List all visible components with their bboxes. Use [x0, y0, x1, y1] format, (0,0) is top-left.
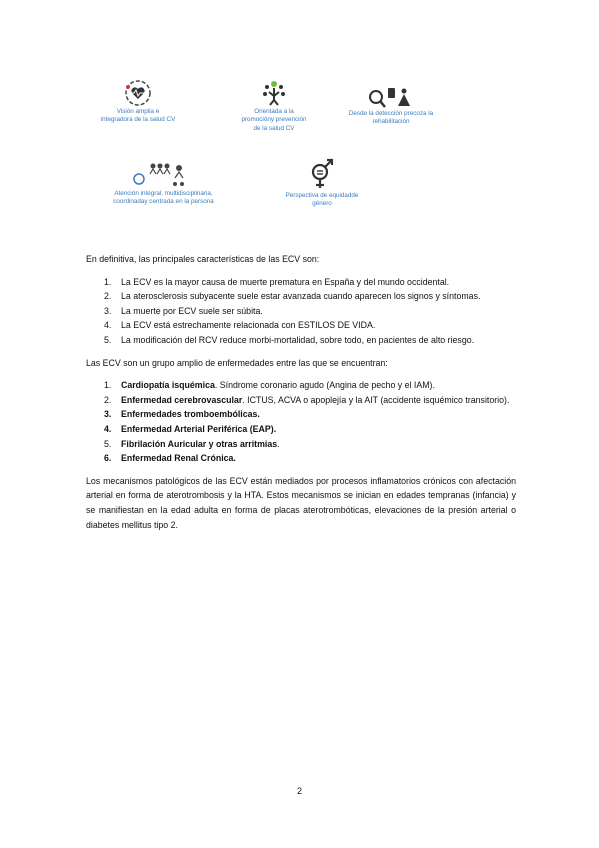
list-item: 1. La ECV es la mayor causa de muerte prematura en España y del mundo occidental. [104, 276, 450, 287]
list-item: 5. Fibrilación Auricular y otras arritmias. [104, 438, 280, 449]
intro-paragraph: En definitiva, las principales características de las ECV son: [86, 254, 320, 264]
mechanisms-paragraph: Los mecanismos patológicos de las ECV están mediados por procesos inflamatorios crónicos con afectación arterial en forma de aterotrombosis y la HTA. Estos mecanismos se inician en edades tempranas (infancia) y se manifiestan en la edad adulta en forma de placas aterotrombóticas, elevaciones de la presión arterial o diabetes mellitus tipo 2. [86, 475, 516, 530]
icon-label: Orientada a la promocióny prevención de la salud CV [241, 108, 307, 132]
heart-cycle-icon [124, 78, 152, 108]
care-team-icon [129, 158, 199, 190]
list-item: 2. Enfermedad cerebrovascular. ICTUS, ACVA o apoplejía y la AIT (accidente isquémico transitorio). [104, 394, 510, 405]
icon-label: Perspectiva de equidadde género [285, 192, 359, 208]
magnifier-medicine-icon [366, 82, 416, 110]
icon-item-promocion [222, 78, 326, 133]
list-item: 3. Enfermedades tromboembólicas. [104, 409, 260, 420]
characteristics-list [86, 275, 516, 348]
icon-label: Atención integral, multidisciplinaria, coordinaday centrada en la persona [113, 190, 214, 206]
diseases-list [86, 378, 516, 466]
group-intro-paragraph: Las ECV son un grupo amplio de enfermedades entre las que se encuentran: [86, 357, 388, 368]
icon-item-genero [262, 156, 382, 209]
list-item: 4. Enfermedad Arterial Periférica (EAP). [104, 423, 277, 434]
people-tree-icon [260, 78, 288, 108]
page-number: 2 [296, 786, 302, 796]
icon-item-atencion [86, 158, 241, 207]
icon-label: Desde la detección precoza la rehabilitación [348, 110, 434, 126]
list-item: 1. Cardiopatía isquémica. Síndrome coronario agudo (Angina de pecho y el IAM). [104, 380, 435, 391]
icon-label: Visión amplia e integradora de la salud CV [100, 108, 176, 124]
list-item: 4. La ECV está estrechamente relacionada con ESTILOS DE VIDA. [104, 320, 376, 331]
icon-item-vision [88, 78, 188, 125]
gender-symbol-icon [306, 156, 338, 192]
icon-item-deteccion [332, 82, 450, 127]
list-item: 6. Enfermedad Renal Crónica. [104, 453, 236, 464]
list-item: 5. La modificación del RCV reduce morbi-mortalidad, sobre todo, en pacientes de alto riesgo. [104, 334, 475, 345]
list-item: 2. La aterosclerosis subyacente suele estar avanzada cuando aparecen los signos y síntomas. [104, 291, 481, 302]
list-item: 3. La muerte por ECV suele ser súbita. [104, 305, 263, 316]
body-text [86, 252, 516, 532]
